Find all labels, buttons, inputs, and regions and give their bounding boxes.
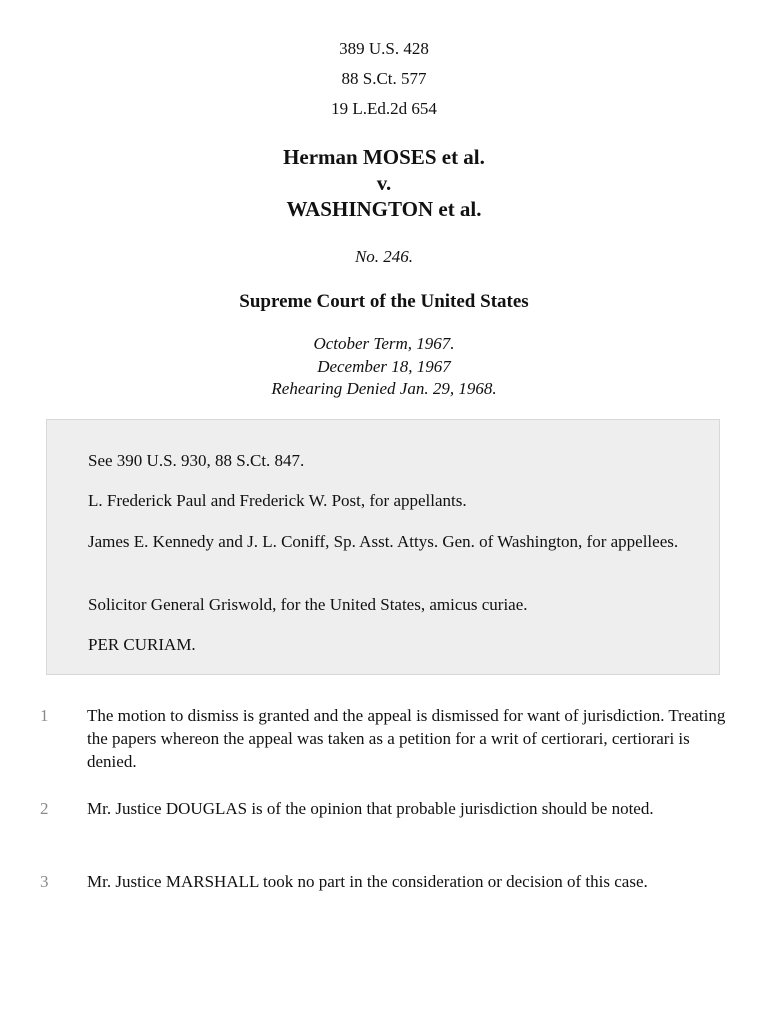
supreme-court-reporter-citation: 88 S.Ct. 577: [341, 69, 427, 88]
docket-number: No. 246.: [354, 247, 414, 266]
decision-date: December 18, 1967: [317, 356, 451, 376]
per-curiam-heading: PER CURIAM.: [88, 635, 196, 654]
rehearing-date: Rehearing Denied Jan. 29, 1968.: [271, 379, 497, 398]
case-dates: [0, 333, 768, 401]
lawyers-edition-citation: 19 L.Ed.2d 654: [331, 99, 437, 118]
paragraph-text: The motion to dismiss is granted and the appeal is dismissed for want of jurisdiction. Treating the papers whereon the appeal was taken as a petition for a writ of certiorari, certiorari is denied.: [87, 706, 726, 771]
amicus-counsel: Solicitor General Griswold, for the United States, amicus curiae.: [88, 595, 528, 614]
related-citation: See 390 U.S. 930, 88 S.Ct. 847.: [88, 451, 305, 470]
case-caption: [0, 144, 768, 222]
paragraph-text: Mr. Justice DOUGLAS is of the opinion that probable jurisdiction should be noted.: [87, 799, 654, 818]
caption-versus: v.: [376, 171, 392, 195]
syllabus-box: [46, 419, 720, 675]
paragraph-text: Mr. Justice MARSHALL took no part in the consideration or decision of this case.: [87, 872, 648, 891]
citations: [0, 34, 768, 124]
appellants-counsel: L. Frederick Paul and Frederick W. Post, for appellants.: [88, 491, 467, 510]
paragraph-number: 3: [40, 872, 49, 891]
us-reports-citation: 389 U.S. 428: [339, 39, 429, 58]
court-name: Supreme Court of the United States: [239, 291, 529, 312]
term-date: October Term, 1967.: [313, 334, 455, 353]
paragraph-number: 1: [40, 706, 49, 725]
paragraph-number: 2: [40, 799, 49, 818]
caption-respondent: WASHINGTON et al.: [286, 197, 482, 221]
appellees-counsel: James E. Kennedy and J. L. Coniff, Sp. Asst. Attys. Gen. of Washington, for appellees.: [88, 532, 679, 551]
caption-petitioner: Herman MOSES et al.: [283, 145, 485, 169]
